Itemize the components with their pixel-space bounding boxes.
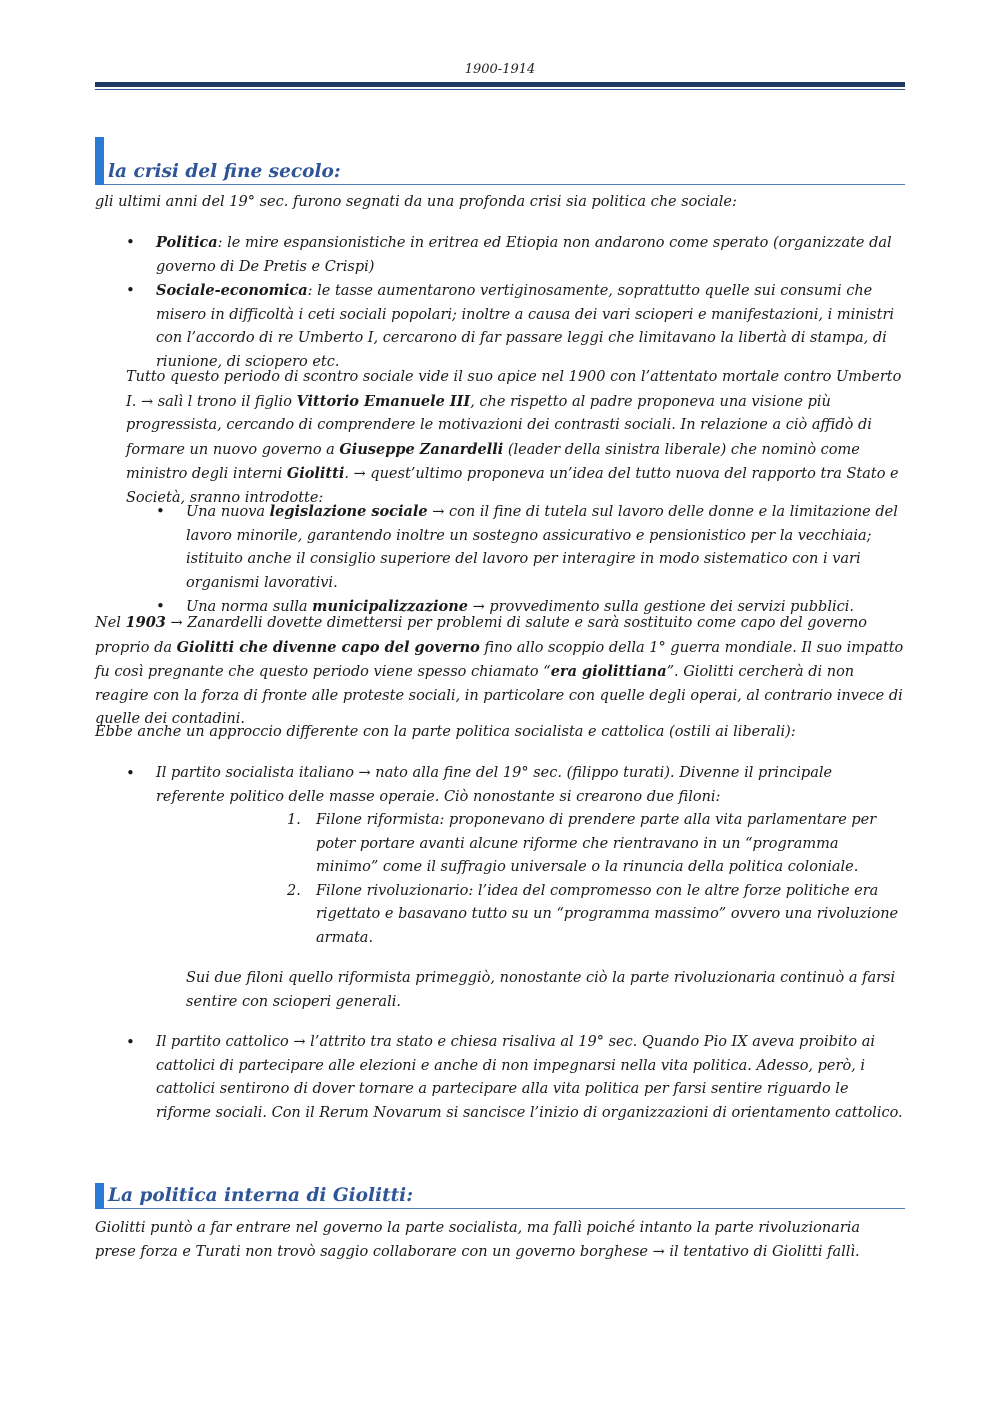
bullet-text: Il partito cattolico → l’attrito tra stato e chiesa risaliva al 19° sec. Quando Pio IX aveva proibito ai cattolici di partecipare alle elezioni e anche di non impegnarsi nella vita politica. Adesso, però, i cattolici sentirono di dover tornare a partecipare alla vita politica per farsi sentire riguardo le riforme sociali. Con il Rerum Novarum si sancisce l’inizio di organizzazioni di orientamento cattolico. (156, 1034, 903, 1121)
section2-heading (95, 1184, 905, 1209)
header-rule-thick (95, 82, 905, 87)
text-run: , che rispetto al padre proponeva una visione più progressista, cercando di comprendere le motivazioni dei contrasti sociali. In relazione a ciò affidò di formare un nuovo governo a (126, 393, 872, 458)
para1-block (95, 366, 905, 510)
bullet-term: legislazione sociale (269, 503, 428, 520)
bold-run: 1903 (125, 614, 166, 631)
section1-heading-text: la crisi del fine secolo: (108, 161, 341, 182)
bold-run: Giolitti (286, 465, 345, 482)
bullet-text: : le mire espansionistiche in eritrea ed Etiopia non andarono come sperato (organizzate dal governo di De Pretis e Crispi) (156, 235, 892, 275)
section1-intro-block (95, 191, 905, 215)
page-header-title: 1900-1914 (464, 62, 536, 77)
bullet-text: → con il fine di tutela sul lavoro delle donne e la limitazione del lavoro minorile, garantendo inoltre un sostegno assicurativo e pensionistico per la vecchiaia; istituito anche il consiglio superiore del lavoro per interagire in modo sistematico con i vari organismi lavorativi. (186, 504, 898, 591)
text-run: Tutto questo periodo di scontro sociale vide il suo apice nel 1900 con l’attentato mortale contro Umberto I. → salì l trono il figlio (126, 369, 902, 410)
text-run: → Zanardelli dovette dimettersi per problemi di salute e sarà sostituito come capo del governo proprio da (95, 615, 868, 656)
bullet-text: Il partito socialista italiano → nato alla fine del 19° sec. (filippo turati). Divenne il principale referente politico delle masse operaie. Ciò nonostante si crearono due filoni: (156, 765, 833, 805)
list-item (95, 1031, 905, 1125)
paragraph (95, 611, 905, 732)
heading-accent-bar (95, 1183, 104, 1209)
text-run: . → quest’ultimo proponeva un’idea del tutto nuova del rapporto tra Stato e Società, sranno introdotte: (126, 466, 899, 506)
bullet-text: : le tasse aumentarono vertiginosamente, soprattutto quelle sui consumi che misero in difficoltà i ceti sociali popolari; inoltre a causa dei vari scioperi e manifestazioni, i ministri con l’accordo di re Umberto I, cercarono di far passare leggi che limitavano la libertà di stampa, di riunione, di sciopero etc. (156, 283, 895, 370)
section2-heading-text: La politica interna di Giolitti: (108, 1185, 414, 1206)
bold-run: Vittorio Emanuele III (296, 392, 471, 410)
filoni-list (95, 809, 905, 950)
parties-list (95, 762, 905, 809)
text-run: Una nuova (186, 504, 270, 520)
list-item (95, 880, 905, 951)
list-number: 2. (287, 882, 301, 899)
parties-list-block (95, 762, 905, 809)
section1-heading (95, 136, 905, 185)
paragraph (126, 366, 905, 510)
list-item (95, 762, 905, 809)
section1 (95, 136, 905, 185)
section2 (95, 1184, 905, 1209)
bullet-term: municipalizzazione (312, 598, 468, 615)
catholic-list (95, 1031, 905, 1125)
list-item (95, 500, 905, 595)
paragraph: Ebbe anche un approccio differente con la parte politica socialista e cattolica (ostili ai liberali): (95, 724, 796, 740)
section2-text-block (95, 1217, 905, 1264)
list-item (95, 809, 905, 880)
crisis-list-block (95, 231, 905, 374)
bullet-term: Politica (156, 234, 218, 251)
text-run: (leader della sinistra liberale) che nominò come ministro degli interni (126, 441, 860, 482)
paragraph: Giolitti puntò a far entrare nel governo la parte socialista, ma fallì poiché intanto la parte rivoluzionaria prese forza e Turati non trovò saggio collaborare con un governo borghese → il tentativo di Giolitti fallì. (95, 1220, 861, 1260)
text-run: Una norma sulla (186, 599, 313, 615)
paragraph: Sui due filoni quello riformista primeggiò, nonostante ciò la parte rivoluzionaria continuò a farsi sentire con scioperi generali. (186, 970, 896, 1010)
filoni-list-block (95, 809, 905, 950)
text-run: fino allo scoppio della 1° guerra mondiale. Il suo impatto fu così pregnante che questo periodo viene spesso chiamato “ (95, 639, 904, 680)
bold-run: Giuseppe Zanardelli (339, 440, 504, 458)
bold-run: Giolitti che divenne capo del governo (176, 638, 480, 656)
list-item (95, 279, 905, 374)
section1-intro: gli ultimi anni del 19° sec. furono segnati da una profonda crisi sia politica che sociale: (95, 194, 737, 210)
header-rule-thin (95, 89, 905, 90)
list-item (95, 231, 905, 279)
bullet-text: → provvedimento sulla gestione dei servizi pubblici. (468, 599, 854, 615)
text-run: ”. Giolitti cercherà di non reagire con la forza di fronte alle proteste sociali, in particolare con quelle degli operai, al contrario invece di quelle dei contadini. (95, 664, 903, 727)
list-text: Filone riformista: proponevano di prendere parte alla vita parlamentare per poter portare avanti alcune riforme che rientravano in un “programma minimo” come il suffragio universale o la rinuncia della politica coloniale. (316, 812, 877, 875)
heading-accent-bar (95, 137, 104, 185)
filoni-note-block (95, 967, 905, 1014)
reforms-list (95, 500, 905, 620)
list-number: 1. (287, 812, 301, 828)
reforms-list-block (95, 500, 905, 620)
catholic-list-block (95, 1031, 905, 1125)
text-run: Nel (95, 615, 126, 631)
para2-block (95, 611, 905, 732)
crisis-list (95, 231, 905, 374)
list-text: Filone rivoluzionario: l’idea del compromesso con le altre forze politiche era rigettato e basavano tutto su un “programma massimo” ovvero una rivoluzione armata. (316, 882, 899, 946)
bullet-term: Sociale-economica (156, 282, 308, 299)
para3-block (95, 721, 905, 745)
bold-run: era giolittiana (550, 663, 667, 680)
